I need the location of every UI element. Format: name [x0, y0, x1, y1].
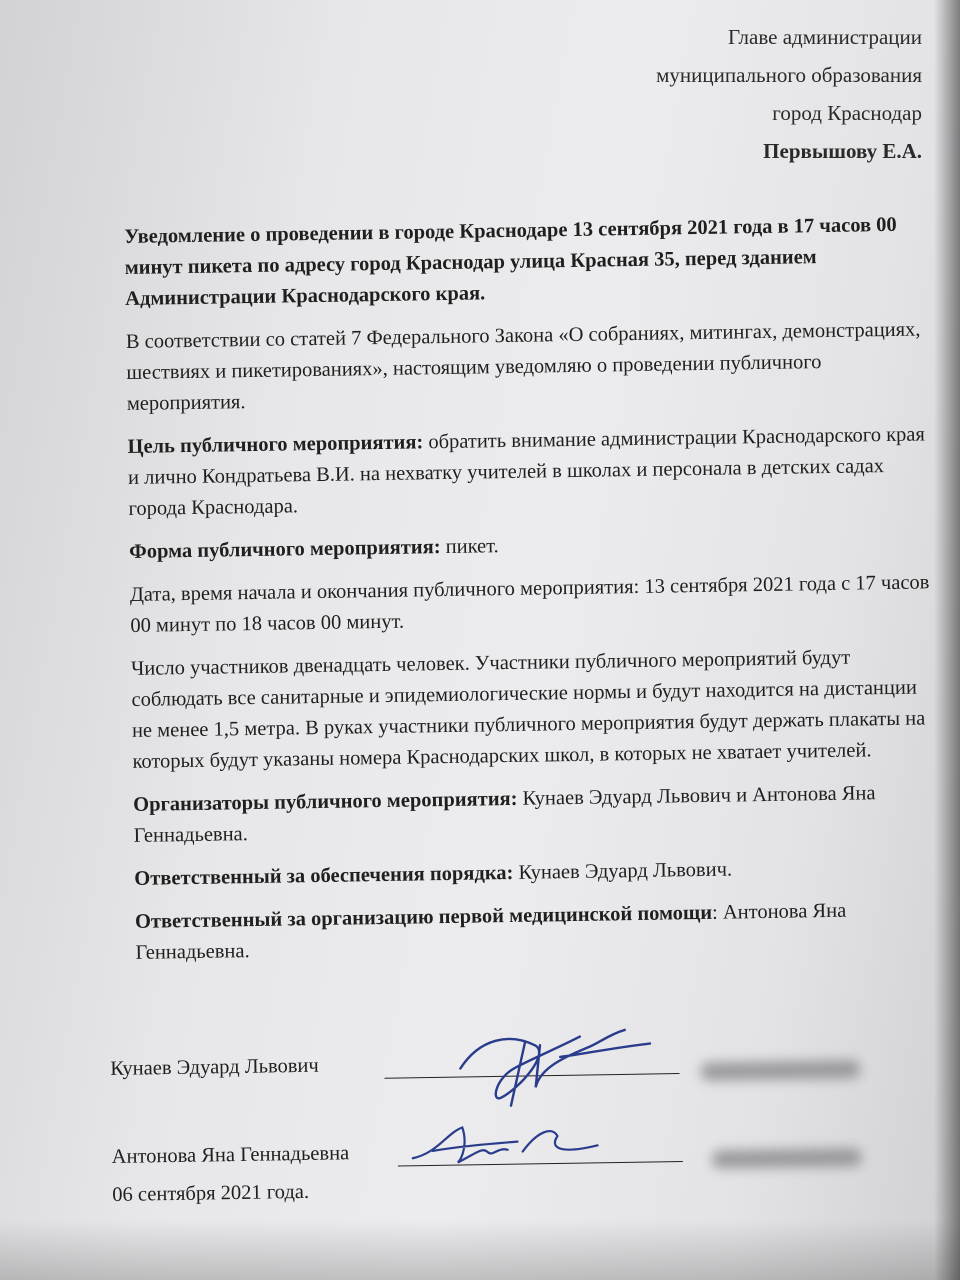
addressee-line-1: Главе администрации [727, 25, 922, 49]
organizers-paragraph [133, 777, 934, 852]
addressee-line-3: город Краснодар [772, 101, 922, 125]
organizers-label: Организаторы публичного мероприятия: [132, 787, 518, 816]
goal-paragraph [127, 419, 928, 525]
signature-date: 06 сентября 2021 года. [112, 1180, 310, 1206]
medical-label: Ответственный за организацию первой медицинской помощи [134, 901, 713, 933]
addressee-name: Первышову Е.А. [763, 139, 922, 163]
participants-paragraph: Число участников двенадцать человек. Участники публичного мероприятий будут соблюдать все санитарные и эпидемиологические нормы и будут находится на дистанции не менее 1,5 метра. В руках участники публичного мероприятия будут держать плакаты на которых будут указаны номера Краснодарских школ, в которых не хватает учителей. [130, 646, 926, 773]
redacted-mark-2 [712, 1148, 862, 1168]
order-label: Ответственный за обеспечения порядка: [134, 861, 514, 890]
medical-text: : Антонова Яна Геннадьевна. [135, 899, 847, 964]
order-text: Кунаев Эдуард Львович. [513, 858, 733, 884]
order-paragraph [134, 851, 934, 895]
addressee-line-2: муниципального образования [656, 63, 922, 87]
document-title: Уведомление о проведении в городе Краснодаре 13 сентября 2021 года в 17 часов 00 минут пикета по адресу город Краснодар улица Красная 35, перед зданием Администрации Краснодарского края. [124, 213, 897, 310]
page-bottom-shadow [0, 1220, 960, 1280]
signature-1-handwriting [440, 1025, 661, 1108]
organizers-text: Кунаев Эдуард Львович и Антонова Яна Геннадьевна. [133, 782, 876, 847]
medical-paragraph [135, 894, 936, 969]
signature-block [110, 1035, 933, 1228]
document-body [124, 209, 936, 980]
signer-1-name: Кунаев Эдуард Львович [110, 1054, 319, 1080]
signer-2-name: Антонова Яна Геннадьевна [111, 1142, 350, 1168]
form-label: Форма публичного мероприятия: [129, 536, 441, 563]
redacted-mark-1 [700, 1060, 860, 1081]
form-text: пикет. [440, 535, 499, 559]
goal-label: Цель публичного мероприятия: [127, 431, 424, 458]
addressee-block [656, 18, 922, 170]
page-edge-shadow [934, 0, 960, 1280]
datetime-paragraph: Дата, время начала и окончания публичного мероприятия: 13 сентября 2021 года с 17 часов 00 минут по 18 часов 00 минут. [129, 571, 930, 637]
goal-text: обратить внимание администрации Краснодарского края и лично Кондратьева В.И. на нехватку учителей в школах и персонала в детских садах города Краснодара. [127, 423, 926, 520]
form-paragraph [129, 524, 929, 568]
intro-paragraph: В соответствии со статей 7 Федерального Закона «О собраниях, митингах, демонстрациях, шествиях и пикетированиях», настоящим уведомляю о проведении публичного мероприятия. [125, 318, 921, 415]
signature-2-handwriting [407, 1120, 608, 1173]
